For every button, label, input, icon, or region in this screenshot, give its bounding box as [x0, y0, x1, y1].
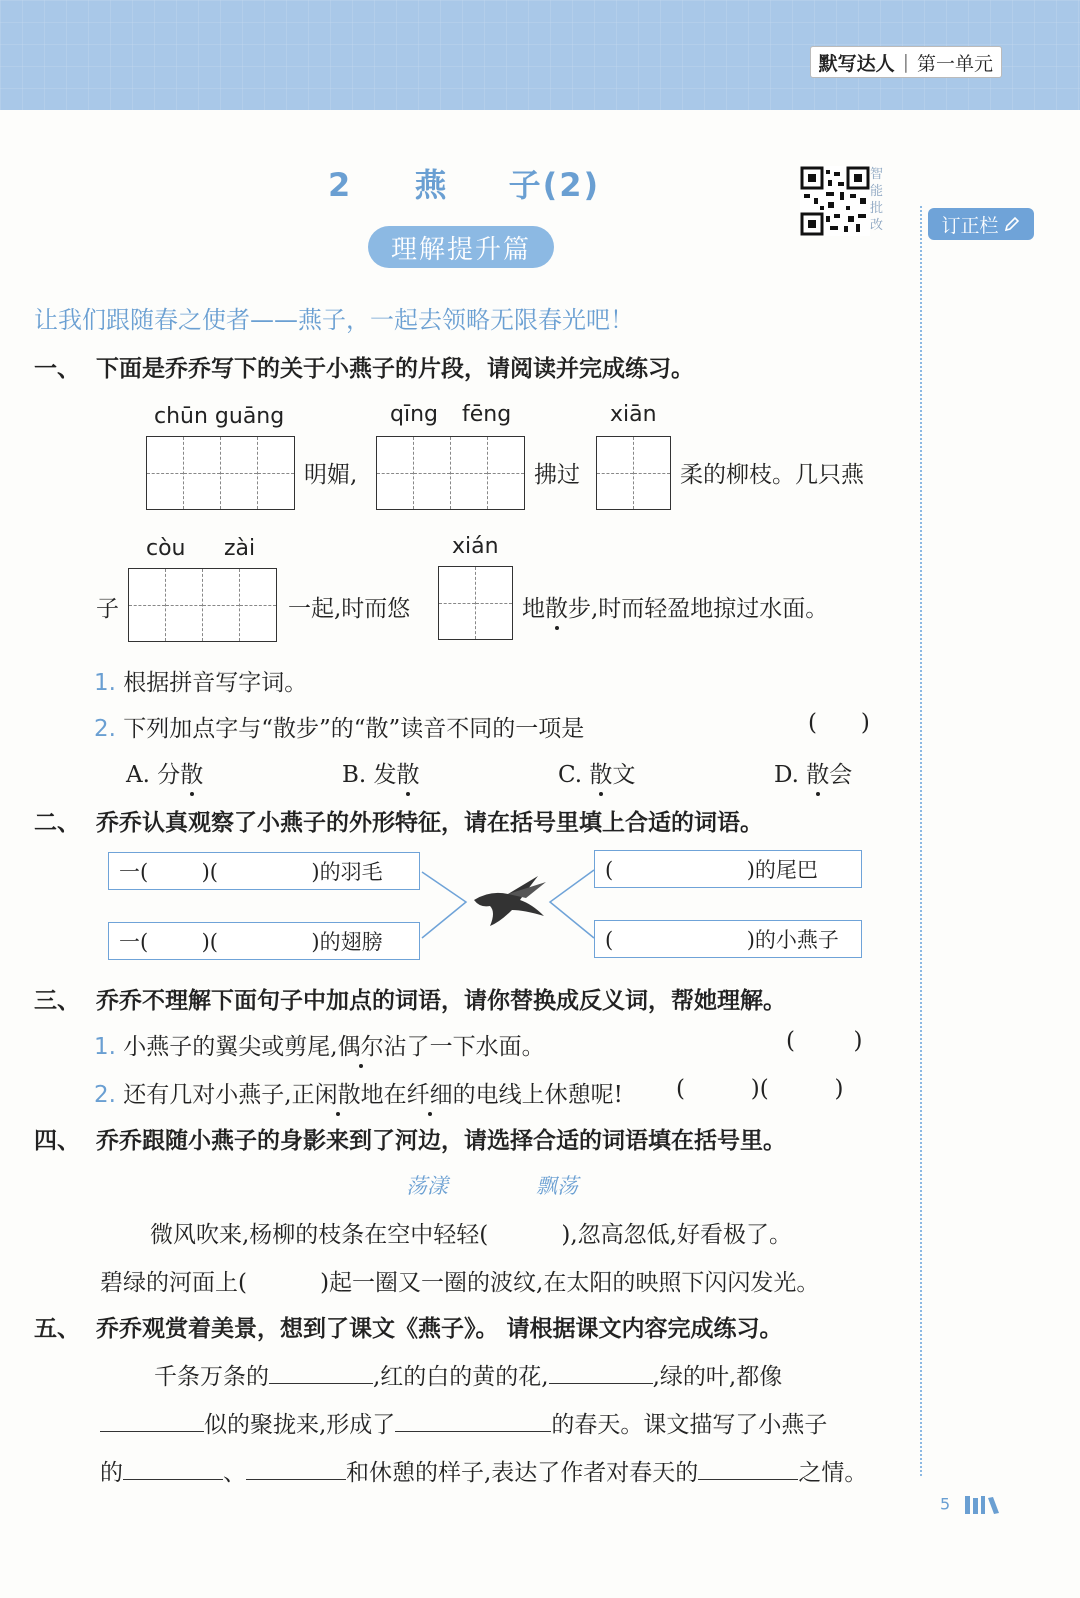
question-1-title: [34, 350, 694, 383]
sub-question-2: [94, 710, 584, 743]
blank[interactable]: [123, 1457, 223, 1480]
feather-answer-box[interactable]: 一( )( )的羽毛: [108, 852, 420, 890]
fill-line-3: [100, 1454, 867, 1487]
sub-number: 1.: [94, 670, 116, 696]
lesson-title: [328, 160, 600, 206]
passage-fragment: 明媚,: [304, 462, 358, 488]
fill-text: ,绿的叶,都像: [652, 1364, 783, 1390]
qr-code-icon[interactable]: [800, 166, 870, 236]
blank[interactable]: [269, 1361, 373, 1384]
pinyin-feng: fēng: [462, 402, 512, 427]
lesson-title-char2: 子: [508, 166, 543, 204]
sub-number: 2.: [94, 1082, 116, 1108]
pinyin-qing: qīng: [390, 402, 438, 427]
pencil-icon: [1003, 215, 1021, 233]
passage-fragment: 地: [522, 596, 545, 622]
correction-label-text: 订正栏: [941, 214, 999, 237]
qr-side-char: 能: [870, 184, 884, 199]
option-d[interactable]: [774, 756, 852, 789]
writing-box-couzai[interactable]: [128, 568, 277, 642]
antonym-answer-2[interactable]: ( )( ): [676, 1076, 844, 1102]
dotted-word: 偶尔: [337, 1034, 384, 1060]
option-rest: 文: [612, 762, 636, 788]
option-a[interactable]: [126, 756, 203, 789]
sentence-2: [94, 1076, 623, 1109]
fill-line-2: [100, 1406, 827, 1439]
fill-text: 似的聚拢来,形成了: [204, 1412, 396, 1438]
question-text: 乔乔不理解下面句子中加点的词语，请你替换成反义词，帮她理解。: [96, 988, 786, 1014]
question-text: 下面是乔乔写下的关于小燕子的片段，请阅读并完成练习。: [96, 356, 694, 382]
page-number-text: 5: [940, 1494, 951, 1514]
question-number: 二、: [34, 810, 80, 836]
option-label: B. 发: [342, 762, 397, 788]
blank[interactable]: [246, 1457, 346, 1480]
option-rest: 会: [829, 762, 853, 788]
pinyin-xian: xiān: [610, 402, 657, 427]
question-number: 三、: [34, 988, 80, 1014]
fill-text: 千条万条的: [154, 1364, 269, 1390]
blank[interactable]: [100, 1409, 204, 1432]
intro-text: 让我们跟随春之使者——燕子，一起去领略无限春光吧！: [34, 306, 634, 334]
sentence-text: 还有几对小燕子,正: [123, 1082, 315, 1108]
qr-side-label: [870, 166, 888, 234]
question-3-title: [34, 982, 786, 1015]
word-bank-item: 飘荡: [536, 1174, 578, 1198]
passage-fragment: 一起,时而悠: [288, 596, 411, 622]
qr-side-char: 智: [870, 167, 884, 182]
header-unit: 第一单元: [916, 52, 993, 75]
writing-box-chunguang[interactable]: [146, 436, 295, 510]
option-label: D.: [774, 762, 807, 788]
header-separator: |: [902, 51, 909, 73]
antonym-answer-1[interactable]: ( ): [786, 1028, 863, 1054]
sub-question-1: [94, 664, 307, 697]
dotted-char: 散: [180, 762, 204, 788]
sentence-text: 小燕子的翼尖或剪尾,: [123, 1034, 338, 1060]
header-brand: 默写达人: [818, 52, 895, 75]
sub-number: 2.: [94, 716, 116, 742]
lesson-part: (2): [542, 166, 601, 204]
blank[interactable]: [395, 1409, 551, 1432]
passage-fragment: 步,时而轻盈地掠过水面。: [568, 596, 829, 622]
dotted-word: 闲散: [314, 1082, 361, 1108]
sub-number: 1.: [94, 1034, 116, 1060]
pinyin-chunguang: chūn guāng: [154, 404, 285, 429]
dotted-char: 散: [396, 762, 420, 788]
swallow-answer-box[interactable]: ( )的小燕子: [594, 920, 862, 958]
wing-answer-box[interactable]: 一( )( )的翅膀: [108, 922, 420, 960]
question-5-title: [34, 1310, 783, 1343]
section-pill: 理解提升篇: [368, 226, 554, 268]
pinyin-cou: còu: [146, 536, 186, 561]
passage-line-end: [522, 590, 828, 623]
question-text: 乔乔认真观察了小燕子的外形特征，请在括号里填上合适的词语。: [96, 810, 763, 836]
option-b[interactable]: [342, 756, 420, 789]
margin-divider: [920, 206, 922, 1476]
question-2-title: [34, 804, 763, 837]
question-text: 乔乔跟随小燕子的身影来到了河边，请选择合适的词语填在括号里。: [96, 1128, 786, 1154]
books-icon: [963, 1494, 1003, 1516]
sentence-text: 地在: [360, 1082, 407, 1108]
question-number: 四、: [34, 1128, 80, 1154]
paragraph-line-2[interactable]: 碧绿的河面上( )起一圈又一圈的波纹,在太阳的映照下闪闪发光。: [100, 1270, 820, 1296]
blank[interactable]: [698, 1457, 798, 1480]
passage-fragment: 拂过: [534, 462, 580, 488]
answer-paren[interactable]: ( ): [808, 710, 870, 736]
fill-line-1: [154, 1358, 782, 1391]
fill-text: 和休憩的样子,表达了作者对春天的: [346, 1460, 699, 1486]
option-c[interactable]: [558, 756, 635, 789]
writing-box-xian[interactable]: [596, 436, 671, 510]
fill-text: ,红的白的黄的花,: [373, 1364, 549, 1390]
paragraph-line-1[interactable]: 微风吹来,杨柳的枝条在空中轻轻( ),忽高忽低,好看极了。: [150, 1222, 792, 1248]
fill-text: 、: [223, 1460, 246, 1486]
writing-box-qingfeng[interactable]: [376, 436, 525, 510]
fill-text: 之情。: [798, 1460, 868, 1486]
word-bank-item: 荡漾: [406, 1174, 448, 1198]
option-label: C.: [558, 762, 590, 788]
question-text: 乔乔观赏着美景，想到了课文《燕子》。 请根据课文内容完成练习。: [96, 1316, 783, 1342]
pinyin-zai: zài: [224, 536, 256, 561]
qr-side-char: 改: [870, 218, 884, 233]
header-tag: [810, 46, 1002, 78]
sentence-text: 的电线上休憩呢!: [452, 1082, 623, 1108]
sentence-1: [94, 1028, 545, 1061]
qr-side-char: 批: [870, 201, 884, 216]
question-number: 五、: [34, 1316, 80, 1342]
dotted-char: 散: [545, 596, 568, 622]
blank[interactable]: [549, 1361, 653, 1384]
swallow-illustration-icon: [420, 846, 596, 962]
correction-column-label: [928, 208, 1034, 240]
lesson-title-char1: 燕: [414, 166, 449, 204]
question-number: 一、: [34, 356, 80, 382]
dotted-word: 纤细: [406, 1082, 453, 1108]
sub-text: 下列加点字与“散步”的“散”读音不同的一项是: [123, 716, 585, 742]
passage-fragment: 柔的柳枝。几只燕: [680, 462, 864, 488]
fill-text: 的: [100, 1460, 123, 1486]
dotted-char: 散: [589, 762, 613, 788]
sentence-text: 沾了一下水面。: [383, 1034, 545, 1060]
pinyin-xian-2: xián: [452, 534, 499, 559]
question-4-title: [34, 1122, 786, 1155]
lesson-number: 2: [328, 166, 353, 204]
sub-text: 根据拼音写字词。: [123, 670, 308, 696]
passage-fragment: 子: [96, 596, 119, 622]
option-label: A. 分: [126, 762, 181, 788]
page-number: [940, 1494, 1003, 1516]
dotted-char: 散: [806, 762, 830, 788]
fill-text: 的春天。课文描写了小燕子: [551, 1412, 828, 1438]
tail-answer-box[interactable]: ( )的尾巴: [594, 850, 862, 888]
writing-box-xian-2[interactable]: [438, 566, 513, 640]
